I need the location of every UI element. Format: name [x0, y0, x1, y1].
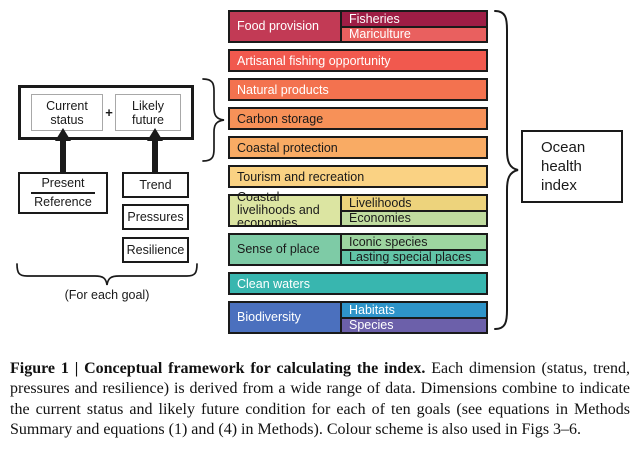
pressures-box — [122, 204, 189, 230]
goal-bar: Clean waters — [228, 272, 488, 295]
ocean-health-index-box — [521, 130, 623, 203]
likely-future-label: Likely future — [132, 98, 164, 127]
trend-box — [122, 172, 189, 198]
brace-small-icon — [201, 78, 225, 162]
goal-subbars — [342, 235, 486, 264]
goal-bar: Artisanal fishing opportunity — [228, 49, 488, 72]
for-each-goal-label: (For each goal) — [64, 288, 150, 302]
present-label: Present — [41, 176, 85, 190]
goal-label: Coastal livelihoods and economies — [230, 196, 342, 225]
ocean-health-index-label: Ocean health index — [541, 139, 586, 194]
goal-group — [228, 190, 488, 230]
fraction-divider — [31, 192, 95, 194]
goal-sub-bar: Fisheries — [342, 12, 486, 26]
likely-future-box — [115, 94, 181, 131]
goal-subbars — [342, 12, 486, 41]
caption-body: Each dimension (status, trend, pressures and resilience) is derived from a wide range of data. Dimensions combine to indicate the current status and likely future condition for each of ten goals (see equations in Methods Summary and equations (1) and (4) in Methods). Colour scheme is also used in Figs 3–6. — [10, 360, 630, 439]
goal-bar: Carbon storage — [228, 107, 488, 130]
current-status-label: Current status — [46, 98, 88, 127]
caption-lead: Figure 1 | Conceptual framework for calculating the index. — [10, 360, 426, 377]
goal-sub-bar: Livelihoods — [342, 196, 486, 210]
current-status-box — [31, 94, 103, 131]
present-reference-box — [18, 172, 108, 214]
goal-subbars — [342, 196, 486, 225]
goal-bars — [228, 10, 488, 334]
goal-sub-bar: Iconic species — [342, 235, 486, 249]
goal-sub-bar: Economies — [342, 210, 486, 226]
goal-label: Biodiversity — [230, 303, 342, 332]
resilience-label: Resilience — [126, 242, 185, 257]
figure-caption — [10, 359, 630, 441]
arrow-up-icon — [55, 128, 71, 174]
goal-sub-bar: Mariculture — [342, 26, 486, 42]
goal-subbars — [342, 303, 486, 332]
arrow-up-icon — [147, 128, 163, 174]
goal-sub-bar: Habitats — [342, 303, 486, 317]
goal-group — [228, 301, 488, 334]
brace-large-icon — [493, 10, 519, 330]
trend-label: Trend — [139, 177, 172, 192]
goal-bar: Tourism and recreation — [228, 165, 488, 188]
status-future-box — [18, 85, 194, 140]
goal-label: Sense of place — [230, 235, 342, 264]
underbrace-icon — [16, 263, 198, 286]
goal-sub-bar: Species — [342, 317, 486, 333]
goal-group — [228, 233, 488, 266]
goal-sub-bar: Lasting special places — [342, 249, 486, 265]
resilience-box — [122, 237, 189, 263]
goal-bar: Natural products — [228, 78, 488, 101]
goal-bar: Coastal protection — [228, 136, 488, 159]
goal-group — [228, 10, 488, 43]
reference-label: Reference — [34, 195, 92, 209]
plus-sign: + — [105, 105, 113, 120]
pressures-label: Pressures — [127, 209, 184, 224]
goal-label: Food provision — [230, 12, 342, 41]
